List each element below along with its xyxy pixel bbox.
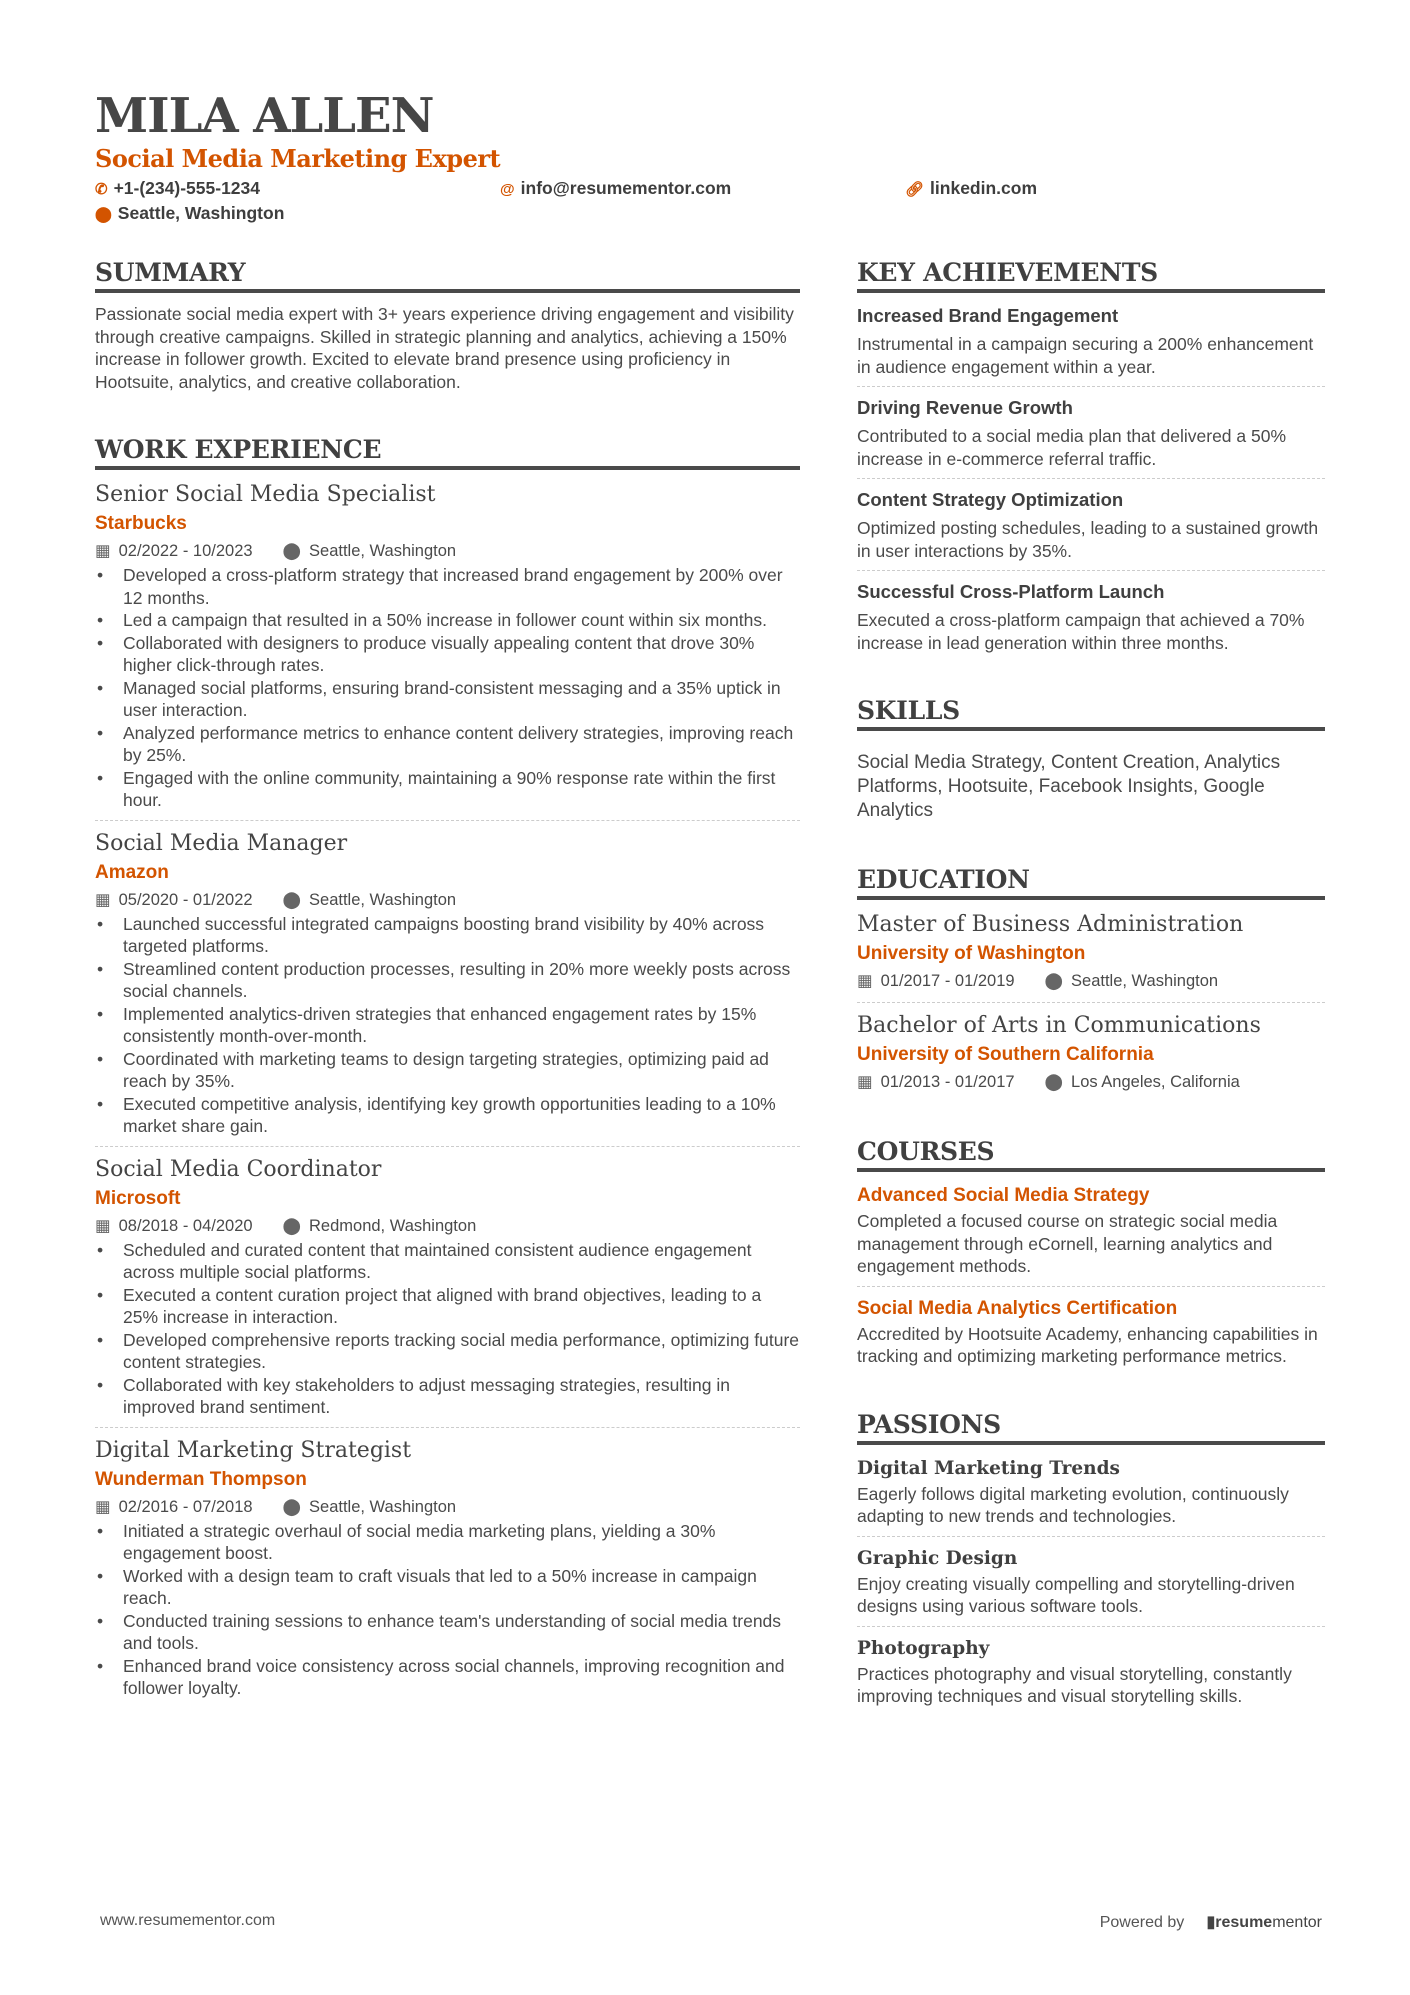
dates: 02/2016 - 07/2018	[118, 1497, 253, 1516]
courses-section	[857, 1137, 1325, 1368]
job-title: Senior Social Media Specialist	[95, 482, 436, 507]
linkedin-link[interactable]: linkedin.com	[930, 178, 1038, 198]
passion-title: Graphic Design	[857, 1547, 1018, 1569]
date-range	[857, 968, 1015, 994]
bullet-item: • Developed comprehensive reports tracking social media performance, optimizing future content strategies.	[95, 1329, 800, 1374]
right-column	[857, 258, 1325, 1750]
bullet-item: • Conducted training sessions to enhance team's understanding of social media trends and tools.	[95, 1610, 800, 1655]
footer-website[interactable]: www.resumementor.com	[100, 1912, 276, 1929]
bullet-item: • Initiated a strategic overhaul of social media marketing plans, yielding a 30% engagement boost.	[95, 1520, 800, 1565]
link-icon: 🔗︎	[905, 181, 925, 198]
bullet-item: • Led a campaign that resulted in a 50% increase in follower count within six months.	[95, 609, 800, 632]
calendar-icon: ▦	[95, 890, 111, 909]
summary-section	[95, 258, 800, 393]
divider	[857, 1536, 1325, 1537]
job-entry	[95, 1155, 800, 1419]
meta-row	[95, 1213, 800, 1239]
date-range	[95, 887, 253, 913]
calendar-icon: ▦	[857, 972, 873, 990]
powered-by-label: Powered by	[1099, 1914, 1185, 1931]
date-range	[95, 538, 253, 564]
left-column	[95, 258, 800, 1742]
section-heading: COURSES	[857, 1137, 1325, 1172]
achievement-title: Content Strategy Optimization	[857, 489, 1124, 510]
bullet-item: • Launched successful integrated campaigns boosting brand visibility by 40% across targeted platforms.	[95, 913, 800, 958]
location-text: Redmond, Washington	[309, 1216, 477, 1235]
skills-section	[857, 696, 1325, 823]
meta-row	[857, 968, 1325, 994]
location-pin-icon: ⬤	[282, 890, 302, 909]
bullet-item: • Implemented analytics-driven strategies that enhanced engagement rates by 15% consistently month-over-month.	[95, 1003, 800, 1048]
location	[1045, 968, 1219, 994]
passion-item	[857, 1545, 1325, 1618]
location-text: Seattle, Washington	[309, 1497, 457, 1516]
location	[95, 203, 500, 224]
bullet-item: • Executed a content curation project that aligned with brand objectives, leading to a 25% increase in interaction.	[95, 1284, 800, 1329]
company-name: Wunderman Thompson	[95, 1468, 307, 1490]
job-bullets	[95, 1239, 800, 1419]
location-pin-icon: ⬤	[1044, 1073, 1064, 1091]
school-name: University of Southern California	[857, 1044, 1154, 1065]
email[interactable]	[500, 178, 905, 199]
passion-item	[857, 1455, 1325, 1528]
calendar-icon: ▦	[95, 1216, 111, 1235]
course-title: Social Media Analytics Certification	[857, 1297, 1178, 1319]
company-name: Starbucks	[95, 513, 187, 534]
degree: Master of Business Administration	[857, 912, 1244, 937]
bullet-item: • Streamlined content production processes, resulting in 20% more weekly posts across social channels.	[95, 958, 800, 1003]
footer	[100, 1912, 1322, 1932]
achievement-title: Increased Brand Engagement	[857, 305, 1119, 326]
work-section	[95, 435, 800, 1700]
location-pin-icon: ⬤	[95, 206, 112, 223]
passion-title: Digital Marketing Trends	[857, 1457, 1120, 1479]
dates: 01/2013 - 01/2017	[880, 1073, 1015, 1091]
dates: 02/2022 - 10/2023	[118, 542, 253, 560]
resume-header	[95, 88, 1325, 224]
bullet-item: • Developed a cross-platform strategy that increased brand engagement by 200% over 12 months.	[95, 564, 800, 609]
achievement-text: Contributed to a social media plan that delivered a 50% increase in e-commerce referral traffic.	[857, 426, 1287, 469]
course-title: Advanced Social Media Strategy	[857, 1185, 1150, 1206]
divider	[857, 1002, 1325, 1003]
divider	[857, 478, 1325, 479]
education-item	[857, 1011, 1325, 1095]
passion-text: Practices photography and visual storytelling, constantly improving techniques and visual storytelling skills.	[857, 1663, 1292, 1706]
divider	[95, 820, 800, 821]
meta-row	[857, 1069, 1325, 1095]
calendar-icon: ▦	[95, 542, 111, 560]
company-name: Amazon	[95, 861, 169, 883]
course-item	[857, 1182, 1325, 1278]
location-text: Los Angeles, California	[1071, 1073, 1240, 1091]
job-bullets	[95, 913, 800, 1138]
course-item	[857, 1295, 1325, 1368]
bullet-item: • Worked with a design team to craft visuals that led to a 50% increase in campaign reach.	[95, 1565, 800, 1610]
location-pin-icon: ⬤	[282, 1216, 302, 1235]
degree: Bachelor of Arts in Communications	[857, 1013, 1261, 1038]
resumementor-logo: ▮resumementor	[1206, 1914, 1322, 1931]
job-title: Social Media Coordinator	[95, 1156, 382, 1182]
location	[1045, 1069, 1240, 1095]
candidate-title: Social Media Marketing Expert	[95, 144, 501, 173]
passion-item	[857, 1635, 1325, 1708]
job-bullets	[95, 1520, 800, 1700]
section-heading: WORK EXPERIENCE	[95, 435, 800, 470]
bullet-item: • Collaborated with designers to produce visually appealing content that drove 30% higher click-through rates.	[95, 632, 800, 677]
divider	[857, 386, 1325, 387]
bullet-item: • Analyzed performance metrics to enhance content delivery strategies, improving reach by 25%.	[95, 722, 800, 767]
job-entry	[95, 480, 800, 812]
section-heading: PASSIONS	[857, 1410, 1325, 1445]
location-text: Seattle, Washington	[117, 203, 285, 223]
date-range	[95, 1494, 253, 1520]
achievement-title: Driving Revenue Growth	[857, 397, 1073, 418]
section-heading: KEY ACHIEVEMENTS	[857, 258, 1325, 293]
achievement-item	[857, 579, 1325, 654]
phone	[95, 178, 500, 199]
meta-row	[95, 1494, 800, 1520]
achievement-item	[857, 303, 1325, 378]
school-name: University of Washington	[857, 943, 1086, 964]
bullet-item: • Scheduled and curated content that maintained consistent audience engagement across multiple social platforms.	[95, 1239, 800, 1284]
date-range	[95, 1213, 253, 1239]
divider	[95, 1146, 800, 1147]
location-text: Seattle, Washington	[1071, 972, 1219, 990]
education-item	[857, 910, 1325, 994]
section-heading: SUMMARY	[95, 258, 800, 293]
location	[283, 1213, 477, 1239]
location-pin-icon: ⬤	[1044, 972, 1064, 990]
candidate-name: MILA ALLEN	[95, 88, 434, 144]
passions-section	[857, 1410, 1325, 1708]
location	[283, 887, 457, 913]
job-entry	[95, 829, 800, 1138]
dates: 01/2017 - 01/2019	[880, 972, 1015, 990]
logo-rest: mentor	[1272, 1914, 1322, 1931]
dates: 08/2018 - 04/2020	[118, 1216, 253, 1235]
date-range	[857, 1069, 1015, 1095]
logo-bold: resume	[1215, 1914, 1273, 1931]
job-title: Digital Marketing Strategist	[95, 1437, 412, 1463]
divider	[857, 570, 1325, 571]
dates: 05/2020 - 01/2022	[118, 890, 253, 909]
location-pin-icon: ⬤	[282, 542, 302, 560]
phone-text: +1-(234)-555-1234	[113, 178, 260, 198]
divider	[95, 1427, 800, 1428]
phone-icon: ✆	[95, 181, 108, 198]
location-pin-icon: ⬤	[282, 1497, 302, 1516]
location-text: Seattle, Washington	[309, 890, 457, 909]
section-heading: EDUCATION	[857, 865, 1325, 900]
achievement-item	[857, 395, 1325, 470]
meta-row	[95, 538, 800, 564]
passion-title: Photography	[857, 1637, 990, 1659]
section-heading: SKILLS	[857, 696, 1325, 731]
achievement-title: Successful Cross-Platform Launch	[857, 581, 1165, 602]
passion-text: Eagerly follows digital marketing evolution, continuously adapting to new trends and technologies.	[857, 1483, 1289, 1526]
linkedin[interactable]	[905, 178, 1305, 199]
course-text: Accredited by Hootsuite Academy, enhancing capabilities in tracking and optimizing marketing performance metrics.	[857, 1323, 1318, 1366]
bullet-item: • Coordinated with marketing teams to design targeting strategies, optimizing paid ad reach by 35%.	[95, 1048, 800, 1093]
bullet-item: • Managed social platforms, ensuring brand-consistent messaging and a 35% uptick in user interaction.	[95, 677, 800, 722]
education-section	[857, 865, 1325, 1095]
calendar-icon: ▦	[857, 1073, 873, 1091]
email-link[interactable]: info@resumementor.com	[520, 178, 732, 198]
divider	[857, 1626, 1325, 1627]
at-icon: @	[500, 181, 515, 198]
job-entry	[95, 1436, 800, 1700]
achievement-text: Executed a cross-platform campaign that achieved a 70% increase in lead generation within three months.	[857, 610, 1305, 653]
achievement-item	[857, 487, 1325, 562]
location	[283, 538, 457, 564]
passion-text: Enjoy creating visually compelling and storytelling-driven designs using various software tools.	[857, 1573, 1295, 1616]
location	[283, 1494, 457, 1520]
skills-text: Social Media Strategy, Content Creation, Analytics Platforms, Hootsuite, Facebook Insights, Google Analytics	[857, 752, 1281, 821]
divider	[857, 1286, 1325, 1287]
bullet-item: • Executed competitive analysis, identifying key growth opportunities leading to a 10% market share gain.	[95, 1093, 800, 1138]
company-name: Microsoft	[95, 1187, 181, 1209]
bullet-item: • Engaged with the online community, maintaining a 90% response rate within the first hour.	[95, 767, 800, 812]
bullet-item: • Enhanced brand voice consistency across social channels, improving recognition and follower loyalty.	[95, 1655, 800, 1700]
calendar-icon: ▦	[95, 1497, 111, 1516]
summary-text: Passionate social media expert with 3+ years experience driving engagement and visibility through creative campaigns. Skilled in strategic planning and analytics, achieving a 150% increase in follower growth. Excited to elevate brand presence using proficiency in Hootsuite, analytics, and creative collaboration.	[95, 304, 794, 392]
powered-by	[1100, 1912, 1322, 1932]
meta-row	[95, 887, 800, 913]
achievements-section	[857, 258, 1325, 654]
job-bullets	[95, 564, 800, 812]
achievement-text: Instrumental in a campaign securing a 200% enhancement in audience engagement within a year.	[857, 334, 1314, 377]
job-title: Social Media Manager	[95, 830, 348, 856]
achievement-text: Optimized posting schedules, leading to a sustained growth in user interactions by 35%.	[857, 518, 1319, 561]
course-text: Completed a focused course on strategic social media management through eCornell, learning analytics and engagement methods.	[857, 1211, 1278, 1276]
location-text: Seattle, Washington	[309, 542, 457, 560]
bullet-item: • Collaborated with key stakeholders to adjust messaging strategies, resulting in improved brand sentiment.	[95, 1374, 800, 1419]
